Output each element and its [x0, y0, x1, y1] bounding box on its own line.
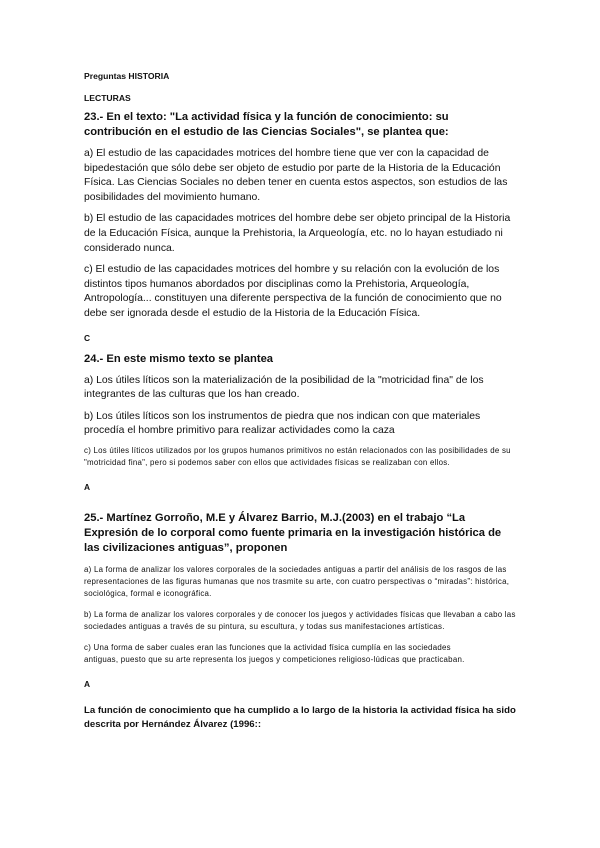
- question-23-title: 23.- En el texto: "La actividad física y la función de conocimiento: su contribución en el estudio de las Ciencias Sociales", se plantea que:: [84, 111, 449, 138]
- document-title: Preguntas HISTORIA: [84, 71, 170, 81]
- question-25-option-a: a) La forma de analizar los valores corporales de la sociedades antiguas a partir del análisis de los rasgos de las representaciones de las figuras humanas que nos trasmite su arte, con cuatro perspectivas o “miradas”: histórica, sociológica, formal e iconográfica.: [84, 564, 510, 598]
- question-25-option-b: b) La forma de analizar los valores corporales y de conocer los juegos y actividades físicas que llevaban a cabo las sociedades antiguas a través de su pintura, su escultura, y todas sus manifestaciones artísticas.: [84, 609, 516, 631]
- question-24-option-c: c) Los útiles líticos utilizados por los grupos humanos primitivos no están relacionados con las posibilidades de su "motricidad fina", pero si podemos saber con ellos que actividades físicas se realizaban con ellos.: [84, 445, 511, 467]
- question-25-option-c: c) Una forma de saber cuales eran las funciones que la actividad física cumplía en las sociedades antiguas, puesto que su arte representa los juegos y competiciones religioso-lúdicas que practicaban.: [84, 642, 465, 664]
- question-24-option-a: a) Los útiles líticos son la materialización de la posibilidad de la "motricidad fina" de los integrantes de las culturas que los han creado.: [84, 374, 484, 401]
- question-23-option-a: a) El estudio de las capacidades motrices del hombre tiene que ver con la capacidad de bipedestación que sólo debe ser objeto de estudio por parte de la Historia de la Educación Física. Las Ciencias Sociales no deben tener en cuenta estos aspectos, son estudios de las posibilidades del movimiento humano.: [84, 148, 508, 203]
- question-24-title: 24.- En este mismo texto se plantea: [84, 352, 274, 365]
- document-page: [84, 70, 516, 732]
- question-24-answer: A: [84, 481, 91, 492]
- question-24-option-b: b) Los útiles líticos son los instrumentos de piedra que nos indican con que materiales procedía el hombre primitivo para realizar actividades como la caza: [84, 410, 481, 437]
- question-25-answer: A: [84, 678, 91, 689]
- question-23-answer: C: [84, 332, 91, 343]
- question-25-title: 25.- Martínez Gorroño, M.E y Álvarez Barrio, M.J.(2003) en el trabajo “La Expresión de lo corporal como fuente primaria en la investigación histórica de las civilizaciones antiguas”, proponen: [84, 511, 502, 554]
- question-23-option-b: b) El estudio de las capacidades motrices del hombre debe ser objeto principal de la Historia de la Educación Física, aunque la Prehistoria, la Arqueología, etc. no lo hayan estudiado ni considerado nunca.: [84, 213, 511, 254]
- question-23-option-c: c) El estudio de las capacidades motrices del hombre y su relación con la evolución de los distintos tipos humanos abordados por disciplinas como la Prehistoria, Arqueología, Antropología... constituyen una diferente perspectiva de la función de conocimiento que no debe ser ignorada desde el estudio de la Historia de la Educación Física.: [84, 264, 502, 319]
- section-heading: LECTURAS: [84, 93, 131, 103]
- closing-paragraph: La función de conocimiento que ha cumplido a lo largo de la historia la actividad física ha sido descrita por Hernández Álvarez (1996::: [84, 704, 516, 730]
